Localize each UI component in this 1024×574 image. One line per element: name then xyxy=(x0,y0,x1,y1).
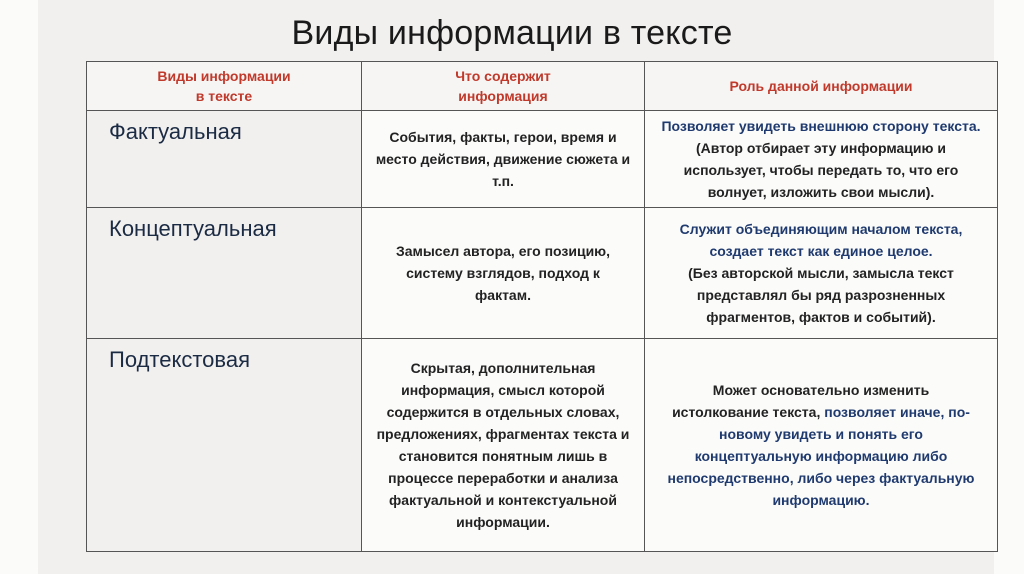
row-name: Подтекстовая xyxy=(87,339,362,552)
table-row xyxy=(87,111,998,208)
header-role: Роль данной информации xyxy=(645,62,998,111)
row-role-text: (Без авторской мысли, замысла текст представлял бы ряд разрозненных фрагментов, фактов и событий). xyxy=(688,265,954,325)
page-title: Виды информации в тексте xyxy=(291,14,733,52)
row-content-text: События, факты, герои, время и место действия, движение сюжета и т.п. xyxy=(375,129,631,189)
row-name: Концептуальная xyxy=(87,208,362,339)
row-role xyxy=(645,208,998,339)
row-role-text: Может основательно изменить истолкование текста, xyxy=(672,382,930,420)
table-row xyxy=(87,339,998,552)
row-content-text: Замысел автора, его позицию, систему взглядов, подход к фактам. xyxy=(395,243,611,303)
row-content xyxy=(362,339,645,552)
right-margin-band xyxy=(994,0,1024,574)
row-role xyxy=(645,111,998,208)
row-role-highlight: Служит объединяющим началом текста, создает текст как единое целое. xyxy=(679,221,963,259)
info-types-table xyxy=(86,61,998,552)
row-role xyxy=(645,339,998,552)
row-name: Фактуальная xyxy=(87,111,362,208)
row-content xyxy=(362,208,645,339)
row-content xyxy=(362,111,645,208)
header-content: Что содержит информация xyxy=(362,62,645,111)
row-content-text: Скрытая, дополнительная информация, смысл которой содержится в отдельных словах, предложениях, фрагментах текста и становится понятным лишь в процессе переработки и анализа фактуальной и контекстуальной информации. xyxy=(376,360,630,530)
table-header-row xyxy=(87,62,998,111)
header-types: Виды информации в тексте xyxy=(87,62,362,111)
left-margin-band xyxy=(0,0,38,574)
row-role-highlight: позволяет иначе, по-новому увидеть и понять его концептуальную информацию либо непосредственно, либо через фактуальную информацию. xyxy=(667,404,975,508)
table-row xyxy=(87,208,998,339)
row-role-text: (Автор отбирает эту информацию и использует, чтобы передать то, что его волнует, изложить свои мысли). xyxy=(683,140,959,200)
row-role-highlight: Позволяет увидеть внешнюю сторону текста. xyxy=(661,118,981,134)
